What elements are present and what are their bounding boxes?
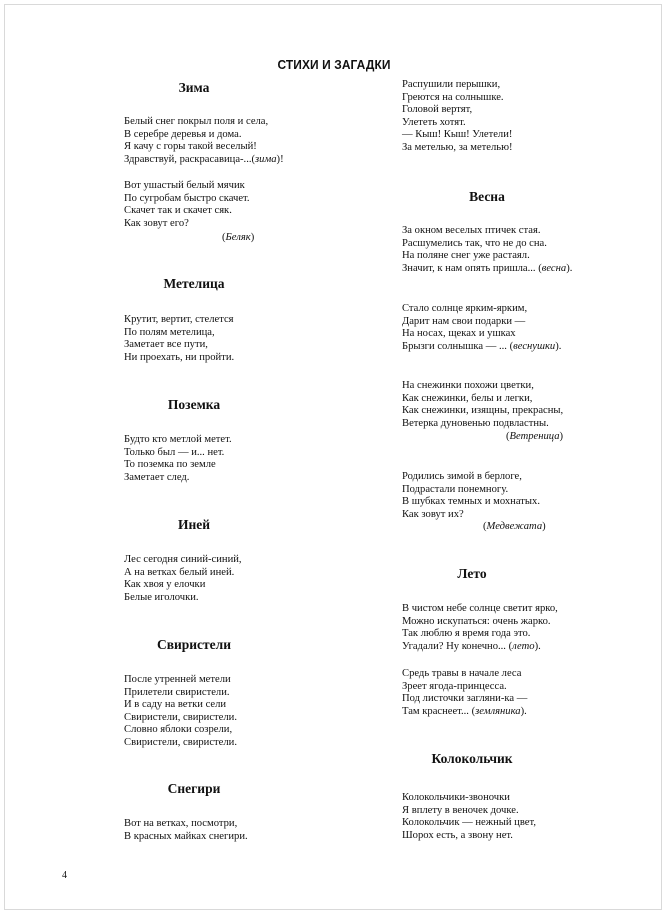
page-number: 4	[62, 870, 67, 881]
poem-line: Под листочки загляни-ка —	[402, 693, 528, 705]
riddle-answer-beliak: (Беляк)	[222, 232, 255, 243]
poem-line: Здравствуй, раскрасавица-...(зима)!	[124, 153, 284, 165]
poem-line: Ни проехать, ни пройти.	[124, 351, 235, 363]
poem-vesna-stanza-1	[402, 225, 572, 275]
poem-zima-stanza-1	[124, 116, 284, 166]
poem-line: Заметает все пути,	[124, 339, 208, 351]
poem-line: А на ветках белый иней.	[124, 566, 235, 578]
poem-line: Шорох есть, а звону нет.	[402, 829, 513, 841]
riddle-answer: земляника	[475, 705, 521, 717]
poem-line: Можно искупаться: очень жарко.	[402, 615, 551, 627]
riddle-answer: весна	[541, 262, 567, 274]
poem-line: В шубках темных и мохнатых.	[402, 496, 540, 508]
poem-kolokolchik	[402, 792, 536, 842]
riddle-answer: веснушки	[513, 340, 556, 352]
heading-iney: Иней	[177, 517, 211, 532]
poem-line: По сугробам быстро скачет.	[124, 192, 250, 204]
poem-line: Как зовут их?	[402, 508, 464, 520]
riddle-answer-medvezhata: (Медвежата)	[483, 521, 546, 532]
poem-line: В красных майках снегири.	[124, 830, 248, 842]
poem-line: После утренней метели	[124, 674, 231, 685]
poem-line: Колокольчики-звоночки	[402, 792, 510, 803]
poem-pozemka	[124, 434, 232, 484]
poem-line: Словно яблоки созрели,	[124, 724, 233, 736]
poem-line: На снежинки похожи цветки,	[402, 380, 534, 391]
poem-line: Будто кто метлой метет.	[124, 434, 232, 445]
poem-line: Дарит нам свои подарки —	[402, 315, 526, 327]
poem-line: Стало солнце ярким-ярким,	[402, 303, 528, 314]
poem-line: Греются на солнышке.	[402, 91, 504, 103]
poem-vesna-stanza-4	[402, 471, 540, 521]
poem-sviristeli	[124, 674, 237, 750]
poem-line: Прилетели свиристели.	[124, 686, 230, 698]
poem-line: За метелью, за метелью!	[402, 141, 513, 153]
heading-metelitsa: Метелица	[163, 276, 225, 291]
riddle-answer: лето	[512, 640, 535, 652]
poem-line: Средь травы в начале леса	[402, 668, 522, 679]
poem-line: Зреет ягода-принцесса.	[402, 680, 507, 692]
poem-line: — Кыш! Кыш! Улетели!	[402, 129, 513, 141]
poem-line: Как хвоя у елочки	[124, 579, 206, 591]
poem-leto-stanza-1	[402, 603, 558, 653]
heading-kolokolchik: Колокольчик	[431, 751, 513, 766]
poem-line: Ветерка дуновенью подвластны.	[402, 417, 549, 429]
heading-zima: Зима	[178, 80, 210, 95]
poem-line: И в саду на ветки сели	[124, 699, 227, 711]
poem-line: Подрастали понемногу.	[402, 483, 509, 495]
poem-snegiri	[124, 818, 248, 843]
poem-line: Вот на ветках, посмотри,	[124, 818, 238, 829]
page-frame	[4, 4, 662, 910]
poem-line: Белый снег покрыл поля и села,	[124, 116, 269, 127]
poem-line: Как снежинки, изящны, прекрасны,	[402, 405, 564, 417]
poem-line: Улететь хотят.	[402, 116, 466, 128]
poem-line: Вот ушастый белый мячик	[124, 180, 245, 191]
page-title: СТИХИ И ЗАГАДКИ	[277, 57, 391, 72]
poem-line: По полям метелица,	[124, 326, 215, 338]
poem-line: Так люблю я время года это.	[402, 628, 531, 640]
heading-pozemka: Поземка	[167, 397, 221, 412]
poem-vesna-stanza-2	[402, 303, 561, 353]
poem-line: Распушили перышки,	[402, 79, 501, 90]
poem-snegiri-continued	[402, 79, 513, 155]
poem-line: На поляне снег уже растаял.	[402, 250, 530, 262]
heading-leto: Лето	[457, 566, 487, 581]
poem-line: То поземка по земле	[124, 459, 216, 471]
poem-vesna-stanza-3	[402, 380, 563, 430]
poem-line: В серебре деревья и дома.	[124, 128, 242, 140]
heading-vesna: Весна	[469, 189, 505, 204]
poem-line: Брызги солнышка — ... (веснушки).	[402, 340, 562, 352]
poem-line: Родились зимой в берлоге,	[402, 471, 522, 482]
poem-line: Как снежинки, белы и легки,	[402, 392, 533, 404]
heading-sviristeli: Свиристели	[156, 637, 232, 652]
poem-line: На носах, щеках и ушках	[402, 328, 516, 340]
poem-line: В чистом небе солнце светит ярко,	[402, 603, 558, 614]
poem-line: Как зовут его?	[124, 217, 189, 229]
poem-metelitsa	[124, 314, 234, 364]
riddle-answer-vetrenitsa: (Ветреница)	[506, 431, 564, 442]
poem-line: За окном веселых птичек стая.	[402, 225, 541, 236]
poem-line: Головой вертят,	[402, 104, 473, 116]
poem-line: Колокольчик — нежный цвет,	[402, 817, 536, 829]
poem-line: Я качу с горы такой веселый!	[124, 141, 257, 153]
poem-line: Крутит, вертит, стелется	[124, 314, 234, 325]
poem-zima-stanza-2	[124, 180, 250, 230]
poem-line: Белые иголочки.	[124, 591, 199, 603]
riddle-answer: зима	[255, 153, 277, 165]
poem-line: Там краснеет... (земляника).	[402, 705, 527, 717]
poem-line: Расшумелись так, что не до сна.	[402, 237, 547, 249]
poem-line: Заметает след.	[124, 471, 190, 483]
poem-line: Я вплету в веночек дочке.	[402, 804, 519, 816]
poem-leto-stanza-2	[402, 668, 527, 718]
poem-line: Скачет так и скачет сяк.	[124, 205, 232, 217]
poem-line: Лес сегодня синий-синий,	[124, 554, 242, 565]
poem-line: Свиристели, свиристели.	[124, 736, 237, 748]
poem-line: Угадали? Ну конечно... (лето).	[402, 640, 541, 652]
poem-iney	[124, 554, 242, 604]
heading-snegiri: Снегири	[167, 781, 221, 796]
poem-line: Свиристели, свиристели.	[124, 711, 237, 723]
poem-line: Только был — и... нет.	[124, 446, 225, 458]
poem-line: Значит, к нам опять пришла... (весна).	[402, 262, 573, 274]
